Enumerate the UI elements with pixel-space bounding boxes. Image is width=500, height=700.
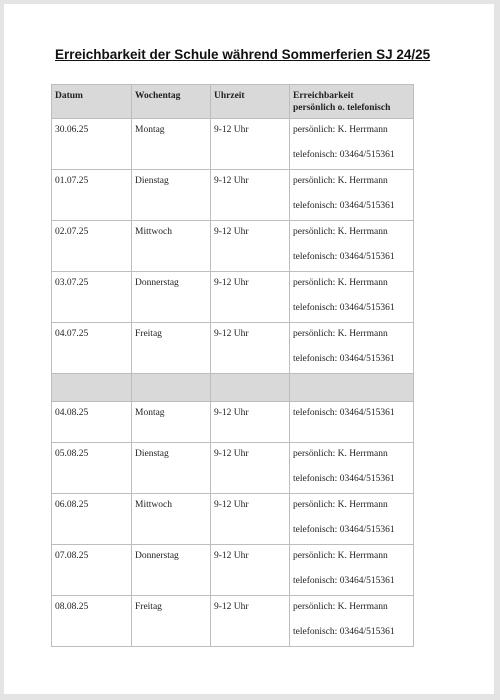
cell-weekday: Freitag <box>132 323 211 374</box>
table-row <box>52 323 414 374</box>
cell-time: 9-12 Uhr <box>211 221 290 272</box>
cell-contact <box>290 119 414 170</box>
cell-contact <box>290 596 414 647</box>
table-row <box>52 272 414 323</box>
contact-phone: telefonisch: 03464/515361 <box>293 576 395 586</box>
contact-in-person: persönlich: K. Herrmann <box>293 125 388 135</box>
cell-time: 9-12 Uhr <box>211 494 290 545</box>
cell-time: 9-12 Uhr <box>211 170 290 221</box>
cell-time: 9-12 Uhr <box>211 596 290 647</box>
cell-weekday: Freitag <box>132 596 211 647</box>
table-row <box>52 170 414 221</box>
column-header-weekday: Wochentag <box>132 85 211 119</box>
document-title: Erreichbarkeit der Schule während Sommerferien SJ 24/25 <box>55 47 431 62</box>
contact-phone: telefonisch: 03464/515361 <box>293 201 395 211</box>
table-row <box>52 494 414 545</box>
cell-contact <box>290 545 414 596</box>
column-header-contact: Erreichbarkeit persönlich o. telefonisch <box>290 85 414 119</box>
cell-date: 03.07.25 <box>52 272 132 323</box>
table-header-row <box>52 85 414 119</box>
cell-date: 05.08.25 <box>52 443 132 494</box>
contact-in-person: persönlich: K. Herrmann <box>293 449 388 459</box>
cell-weekday: Montag <box>132 119 211 170</box>
cell-contact <box>290 494 414 545</box>
cell-contact <box>290 272 414 323</box>
cell-date: 04.07.25 <box>52 323 132 374</box>
separator-cell <box>290 374 414 402</box>
cell-contact <box>290 170 414 221</box>
column-header-time: Uhrzeit <box>211 85 290 119</box>
cell-time: 9-12 Uhr <box>211 443 290 494</box>
contact-phone: telefonisch: 03464/515361 <box>293 525 395 535</box>
cell-date: 06.08.25 <box>52 494 132 545</box>
contact-in-person: persönlich: K. Herrmann <box>293 329 388 339</box>
cell-time: 9-12 Uhr <box>211 402 290 443</box>
column-header-date: Datum <box>52 85 132 119</box>
cell-weekday: Dienstag <box>132 443 211 494</box>
availability-table <box>51 84 414 647</box>
cell-date: 04.08.25 <box>52 402 132 443</box>
cell-weekday: Montag <box>132 402 211 443</box>
cell-weekday: Mittwoch <box>132 221 211 272</box>
cell-contact <box>290 402 414 443</box>
contact-in-person: persönlich: K. Herrmann <box>293 551 388 561</box>
cell-contact <box>290 323 414 374</box>
cell-weekday: Mittwoch <box>132 494 211 545</box>
contact-phone: telefonisch: 03464/515361 <box>293 408 395 418</box>
separator-row <box>52 374 414 402</box>
separator-cell <box>132 374 211 402</box>
cell-contact <box>290 221 414 272</box>
cell-date: 01.07.25 <box>52 170 132 221</box>
cell-contact <box>290 443 414 494</box>
cell-date: 02.07.25 <box>52 221 132 272</box>
contact-in-person: persönlich: K. Herrmann <box>293 500 388 510</box>
separator-cell <box>52 374 132 402</box>
cell-weekday: Donnerstag <box>132 272 211 323</box>
contact-phone: telefonisch: 03464/515361 <box>293 354 395 364</box>
separator-cell <box>211 374 290 402</box>
table-row <box>52 221 414 272</box>
contact-in-person: persönlich: K. Herrmann <box>293 602 388 612</box>
cell-time: 9-12 Uhr <box>211 272 290 323</box>
table-row <box>52 119 414 170</box>
cell-date: 08.08.25 <box>52 596 132 647</box>
contact-phone: telefonisch: 03464/515361 <box>293 474 395 484</box>
cell-time: 9-12 Uhr <box>211 545 290 596</box>
cell-date: 07.08.25 <box>52 545 132 596</box>
cell-time: 9-12 Uhr <box>211 119 290 170</box>
contact-in-person: persönlich: K. Herrmann <box>293 176 388 186</box>
contact-phone: telefonisch: 03464/515361 <box>293 150 395 160</box>
contact-in-person: persönlich: K. Herrmann <box>293 227 388 237</box>
table-row <box>52 443 414 494</box>
contact-phone: telefonisch: 03464/515361 <box>293 252 395 262</box>
table-row <box>52 545 414 596</box>
cell-weekday: Donnerstag <box>132 545 211 596</box>
contact-phone: telefonisch: 03464/515361 <box>293 627 395 637</box>
table-row <box>52 402 414 443</box>
table-row <box>52 596 414 647</box>
cell-date: 30.06.25 <box>52 119 132 170</box>
document-page <box>4 4 494 694</box>
contact-in-person: persönlich: K. Herrmann <box>293 278 388 288</box>
cell-time: 9-12 Uhr <box>211 323 290 374</box>
contact-phone: telefonisch: 03464/515361 <box>293 303 395 313</box>
cell-weekday: Dienstag <box>132 170 211 221</box>
